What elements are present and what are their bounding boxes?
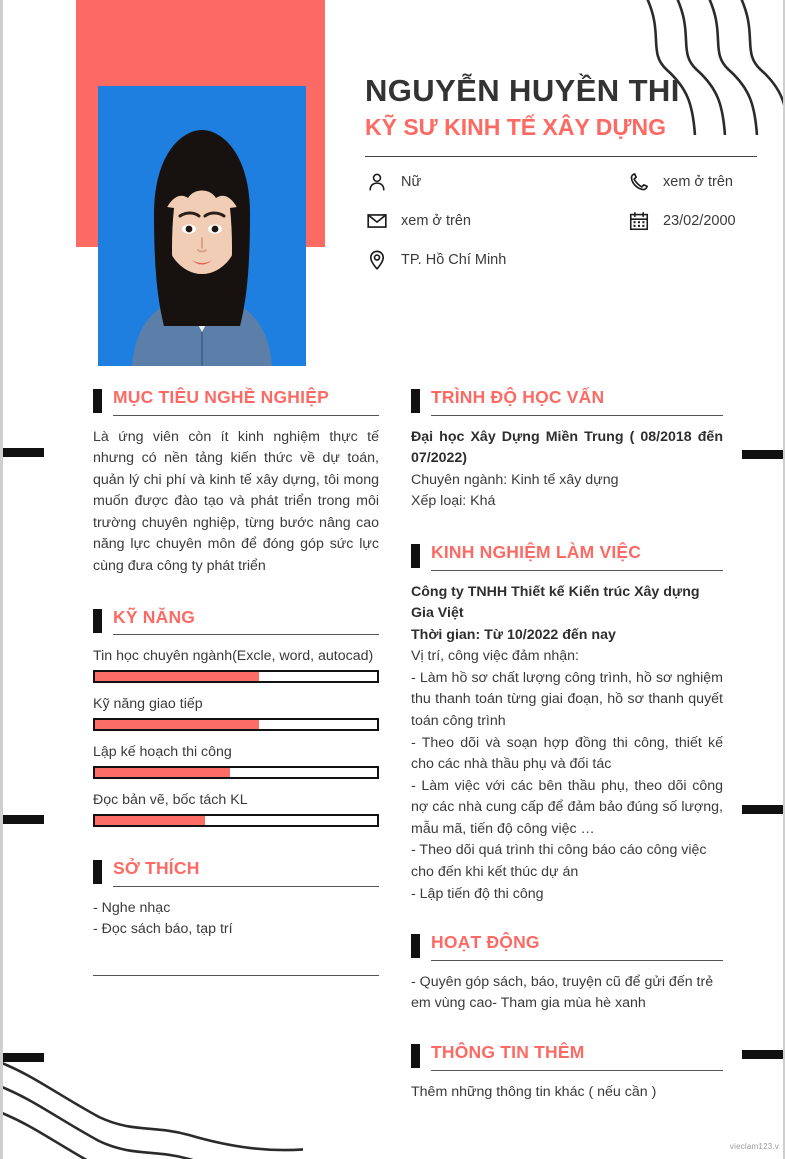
header-divider bbox=[365, 156, 757, 157]
experience-rule bbox=[431, 570, 723, 571]
skill-name: Tin học chuyên ngành(Excle, word, autocad) bbox=[93, 648, 374, 665]
hobbies-bottom-divider bbox=[93, 975, 379, 976]
activities-text: - Quyên góp sách, báo, truyện cũ để gửi đến trẻ em vùng cao- Tham gia mùa hè xanh bbox=[411, 973, 714, 1012]
hobbies-list bbox=[93, 898, 379, 941]
objective-text: Là ứng viên còn ít kinh nghiệm thực tế nhưng có nền tảng kiến thức về dự toán, quản lý chi phí và kinh tế xây dựng, tôi mong muốn được đào tạo và phát triển trong môi trường chuyên nghiệp, từng bước nâng cao năng lực chuyên môn để đóng góp sức lực cùng đưa công ty phát triển bbox=[93, 428, 379, 575]
skill-item bbox=[93, 792, 379, 827]
edge-dash-left-lower bbox=[3, 1053, 44, 1062]
experience-duty: - Theo dõi và soạn hợp đồng thi công, thiết kế cho các nhà thầu phụ và đối tác bbox=[411, 734, 723, 773]
skill-item bbox=[93, 744, 379, 779]
section-marker-bar bbox=[411, 544, 420, 568]
edge-dash-left-top bbox=[3, 448, 44, 457]
skill-bar-fill bbox=[95, 720, 259, 729]
experience-duty: - Lập tiến độ thi công bbox=[411, 885, 544, 902]
section-marker-bar bbox=[411, 934, 420, 958]
education-school: Đại học Xây Dựng Miền Trung ( 08/2018 đến 07/2022) bbox=[411, 428, 723, 467]
skill-bar bbox=[93, 718, 379, 731]
skills-rule bbox=[113, 634, 379, 635]
skill-item bbox=[93, 648, 379, 683]
candidate-job-title: KỸ SƯ KINH TẾ XÂY DỰNG bbox=[365, 113, 666, 140]
contact-location bbox=[365, 248, 627, 272]
section-skills bbox=[93, 608, 379, 828]
skill-name: Kỹ năng giao tiếp bbox=[93, 696, 203, 713]
contact-location-value: TP. Hồ Chí Minh bbox=[401, 252, 507, 269]
contact-email-value: xem ở trên bbox=[401, 213, 471, 230]
skill-bar-fill bbox=[95, 816, 205, 825]
contact-phone bbox=[627, 170, 757, 194]
email-icon bbox=[365, 209, 389, 233]
experience-duty: - Làm hồ sơ chất lượng công trình, hồ sơ nghiệm thu thanh toán từng giai đoạn, hồ sơ thanh quyết toán công trình bbox=[411, 669, 723, 729]
skills-heading bbox=[93, 608, 379, 636]
hobby-line: - Đọc sách báo, tạp trí bbox=[93, 921, 233, 938]
section-hobbies bbox=[93, 859, 379, 976]
experience-duty: - Làm việc với các bên thầu phụ, theo dõi công nợ các nhà cung cấp để đảm bảo đúng số lượng, mẫu mã, tiến độ công việc … bbox=[411, 777, 723, 837]
section-activities bbox=[411, 933, 723, 1015]
skill-bar bbox=[93, 766, 379, 779]
hobby-line: - Nghe nhạc bbox=[93, 899, 171, 916]
experience-duty: - Theo dõi quá trình thi công báo cáo công việc cho đến khi kết thúc dự án bbox=[411, 842, 707, 881]
skill-name: Lập kế hoạch thi công bbox=[93, 744, 232, 761]
education-grade: Xếp loại: Khá bbox=[411, 493, 496, 510]
contact-gender bbox=[365, 170, 627, 194]
skill-name: Đọc bản vẽ, bốc tách KL bbox=[93, 792, 248, 809]
profile-photo bbox=[98, 86, 306, 366]
section-marker-bar bbox=[93, 860, 102, 884]
education-major: Chuyên ngành: Kinh tế xây dựng bbox=[411, 471, 619, 488]
hobbies-heading bbox=[93, 859, 379, 887]
objective-title: MỤC TIÊU NGHỀ NGHIỆP bbox=[113, 387, 329, 407]
person-icon bbox=[365, 170, 389, 194]
edge-dash-right-bottom bbox=[742, 1050, 783, 1059]
location-icon bbox=[365, 248, 389, 272]
left-column bbox=[93, 388, 379, 980]
section-education bbox=[411, 388, 723, 513]
objective-heading bbox=[93, 388, 379, 416]
edge-dash-right-middle bbox=[742, 805, 783, 814]
additional-title: THÔNG TIN THÊM bbox=[431, 1041, 585, 1062]
section-additional-info bbox=[411, 1043, 723, 1103]
hobbies-rule bbox=[113, 886, 379, 887]
experience-role-label: Vị trí, công việc đảm nhận: bbox=[411, 648, 579, 665]
section-marker-bar bbox=[93, 389, 102, 413]
experience-title: KINH NGHIỆM LÀM VIỆC bbox=[431, 541, 642, 562]
contact-grid bbox=[365, 170, 757, 272]
activities-title: HOẠT ĐỘNG bbox=[431, 932, 540, 953]
skills-title: KỸ NĂNG bbox=[113, 606, 196, 627]
skill-item bbox=[93, 696, 379, 731]
contact-birthday bbox=[627, 209, 757, 233]
education-heading bbox=[411, 388, 723, 416]
additional-rule bbox=[431, 1070, 723, 1071]
right-column bbox=[411, 388, 723, 1107]
skill-bar bbox=[93, 814, 379, 827]
section-marker-bar bbox=[411, 389, 420, 413]
contact-gender-value: Nữ bbox=[401, 174, 422, 191]
contact-phone-value: xem ở trên bbox=[663, 174, 733, 191]
hobbies-title: SỞ THÍCH bbox=[113, 858, 200, 879]
section-objective bbox=[93, 388, 379, 578]
objective-rule bbox=[113, 415, 379, 416]
additional-text: Thêm những thông tin khác ( nếu cần ) bbox=[411, 1083, 657, 1100]
additional-heading bbox=[411, 1043, 723, 1071]
experience-heading bbox=[411, 543, 723, 571]
experience-period: Thời gian: Từ 10/2022 đến nay bbox=[411, 626, 616, 643]
activities-heading bbox=[411, 933, 723, 961]
cv-header bbox=[365, 74, 757, 272]
phone-icon bbox=[627, 170, 651, 194]
experience-company: Công ty TNHH Thiết kế Kiến trúc Xây dựng Gia Việt bbox=[411, 583, 700, 622]
skill-bar bbox=[93, 670, 379, 683]
education-title: TRÌNH ĐỘ HỌC VẤN bbox=[431, 387, 605, 407]
section-marker-bar bbox=[93, 609, 102, 633]
activities-rule bbox=[431, 960, 723, 961]
section-marker-bar bbox=[411, 1044, 420, 1068]
wave-decoration-bottom-left bbox=[3, 1049, 303, 1159]
education-details bbox=[411, 427, 723, 513]
contact-email bbox=[365, 209, 627, 233]
edge-dash-right-top bbox=[742, 450, 783, 459]
experience-details bbox=[411, 582, 723, 906]
watermark: vieclam123.v bbox=[729, 1142, 779, 1151]
education-rule bbox=[431, 415, 723, 416]
section-experience bbox=[411, 543, 723, 905]
skill-bar-fill bbox=[95, 672, 259, 681]
candidate-name: NGUYỄN HUYỀN THI bbox=[365, 73, 680, 108]
skill-bar-fill bbox=[95, 768, 230, 777]
contact-birthday-value: 23/02/2000 bbox=[663, 213, 736, 230]
edge-dash-left-bottom bbox=[3, 815, 44, 824]
calendar-icon bbox=[627, 209, 651, 233]
